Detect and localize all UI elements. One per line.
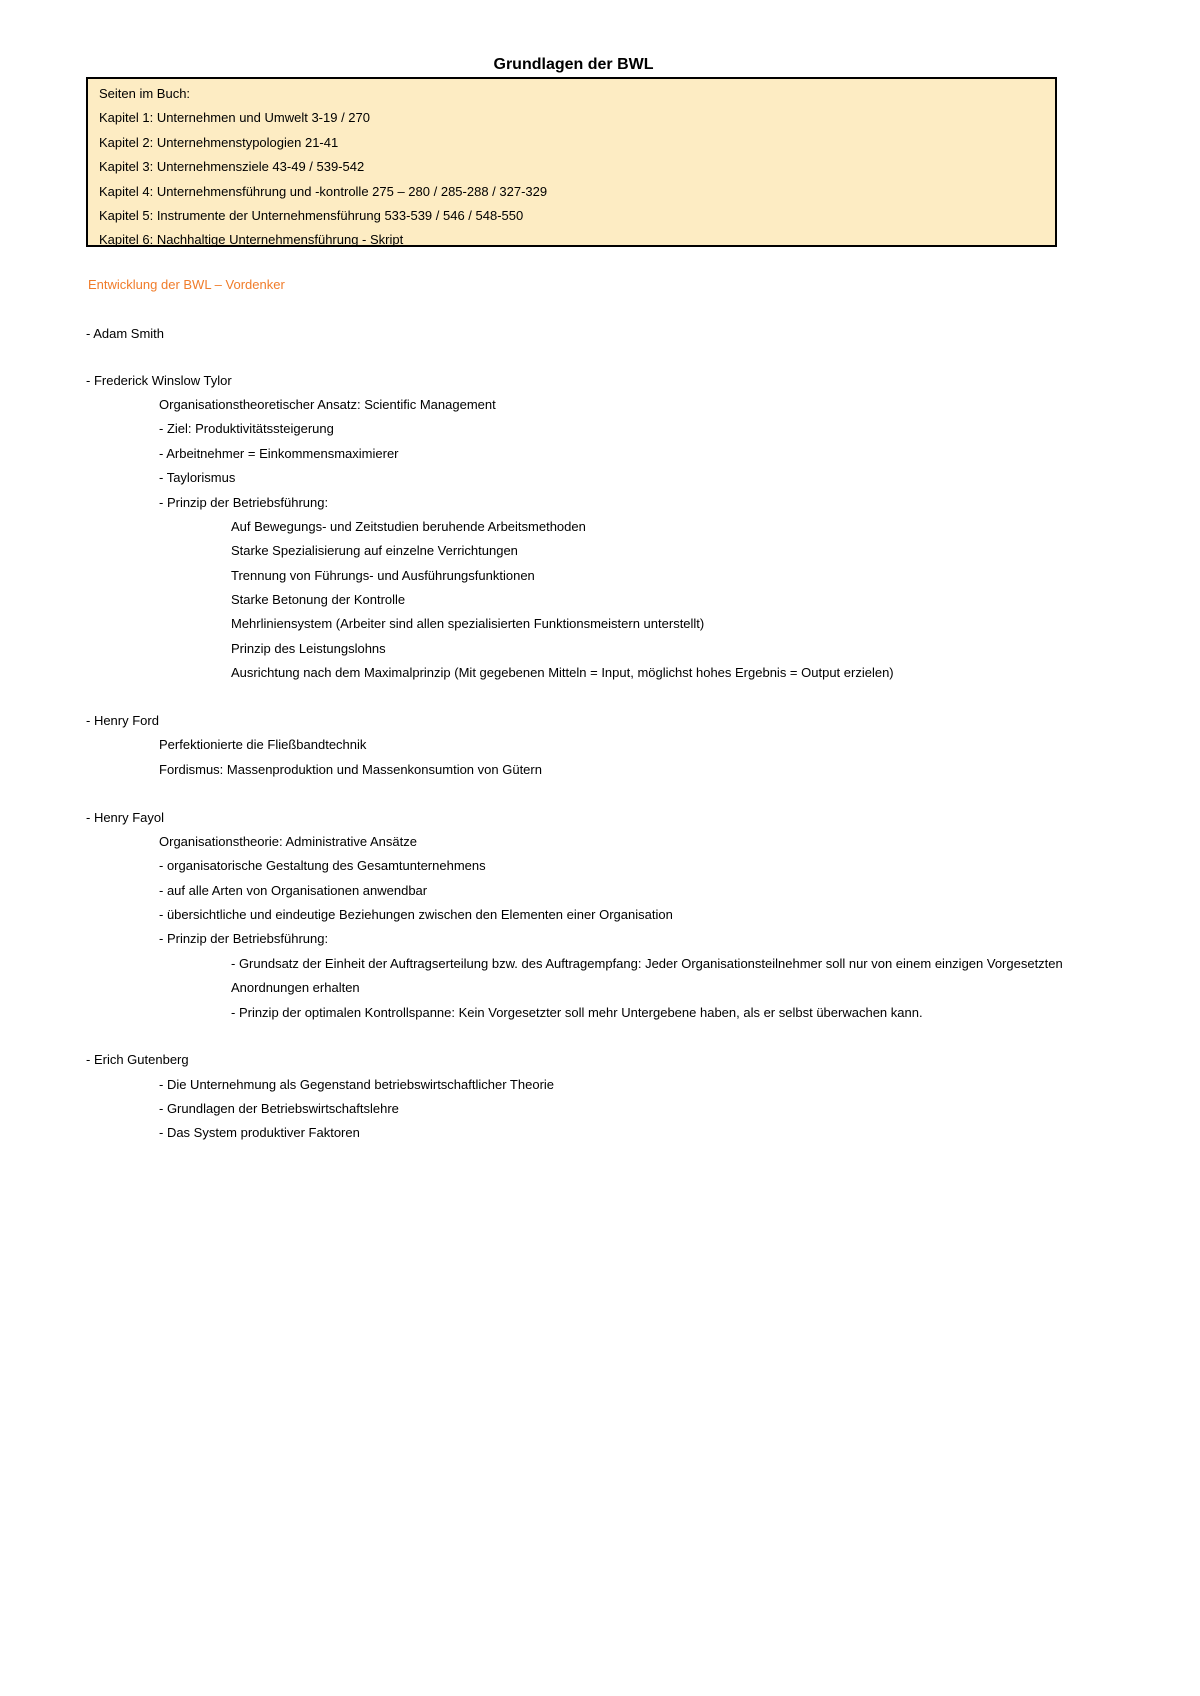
chapter-line: Kapitel 4: Unternehmensführung und -kontrolle 275 – 280 / 285-288 / 327-329: [99, 183, 548, 199]
thinker-name: - Adam Smith: [86, 326, 165, 341]
principle-item: Anordnungen erhalten: [231, 980, 360, 995]
book-pages-box: [86, 77, 1057, 247]
thinker-name: - Erich Gutenberg: [86, 1052, 189, 1067]
approach-line: Organisationstheorie: Administrative Ansätze: [159, 834, 417, 849]
thinker-name: - Henry Ford: [86, 713, 159, 728]
chapter-line: Kapitel 1: Unternehmen und Umwelt 3-19 / 270: [99, 110, 370, 126]
principle-item: Mehrliniensystem (Arbeiter sind allen spezialisierten Funktionsmeistern unterstellt): [231, 616, 705, 631]
chapter-line: Kapitel 5: Instrumente der Unternehmensführung 533-539 / 546 / 548-550: [99, 207, 524, 223]
principle-item: Prinzip des Leistungslohns: [231, 641, 386, 656]
principle-item: - Prinzip der optimalen Kontrollspanne: Kein Vorgesetzter soll mehr Untergebene haben, als er selbst überwachen kann.: [231, 1005, 923, 1020]
list-item: - Ziel: Produktivitätssteigerung: [159, 421, 334, 436]
principle-item: - Grundsatz der Einheit der Auftragserteilung bzw. des Auftragempfang: Jeder Organisationsteilnehmer soll nur von einem einzigen Vorgesetzten: [231, 956, 1063, 971]
list-item: - übersichtliche und eindeutige Beziehungen zwischen den Elementen einer Organisation: [159, 907, 673, 922]
principle-item: Starke Betonung der Kontrolle: [231, 592, 406, 607]
list-item: - Taylorismus: [159, 470, 236, 485]
principle-item: Auf Bewegungs- und Zeitstudien beruhende Arbeitsmethoden: [231, 519, 586, 534]
chapter-line: Kapitel 6: Nachhaltige Unternehmensführung - Skript: [99, 232, 404, 248]
list-item: - Das System produktiver Faktoren: [159, 1125, 360, 1140]
list-item: Perfektionierte die Fließbandtechnik: [159, 737, 367, 752]
list-item: - Prinzip der Betriebsführung:: [159, 495, 329, 510]
chapter-line: Kapitel 2: Unternehmenstypologien 21-41: [99, 134, 339, 150]
document-title: Grundlagen der BWL: [493, 56, 654, 73]
list-item: - Prinzip der Betriebsführung:: [159, 931, 329, 946]
thinker-name: - Henry Fayol: [86, 810, 165, 825]
thinker-name: - Frederick Winslow Tylor: [86, 373, 232, 388]
list-item: Fordismus: Massenproduktion und Massenkonsumtion von Gütern: [159, 762, 542, 777]
section-heading: Entwicklung der BWL – Vordenker: [88, 277, 285, 292]
pages-box-heading: Seiten im Buch:: [99, 86, 191, 101]
principle-item: Starke Spezialisierung auf einzelne Verrichtungen: [231, 543, 518, 558]
list-item: - Grundlagen der Betriebswirtschaftslehre: [159, 1101, 399, 1116]
list-item: - auf alle Arten von Organisationen anwendbar: [159, 883, 428, 898]
list-item: - Die Unternehmung als Gegenstand betriebswirtschaftlicher Theorie: [159, 1077, 555, 1092]
principle-item: Trennung von Führungs- und Ausführungsfunktionen: [231, 568, 535, 583]
chapter-line: Kapitel 3: Unternehmensziele 43-49 / 539-542: [99, 159, 365, 175]
principle-item: Ausrichtung nach dem Maximalprinzip (Mit gegebenen Mitteln = Input, möglichst hohes Ergebnis = Output erzielen): [231, 665, 894, 680]
approach-line: Organisationstheoretischer Ansatz: Scientific Management: [159, 397, 496, 412]
list-item: - Arbeitnehmer = Einkommensmaximierer: [159, 446, 399, 461]
list-item: - organisatorische Gestaltung des Gesamtunternehmens: [159, 858, 486, 873]
